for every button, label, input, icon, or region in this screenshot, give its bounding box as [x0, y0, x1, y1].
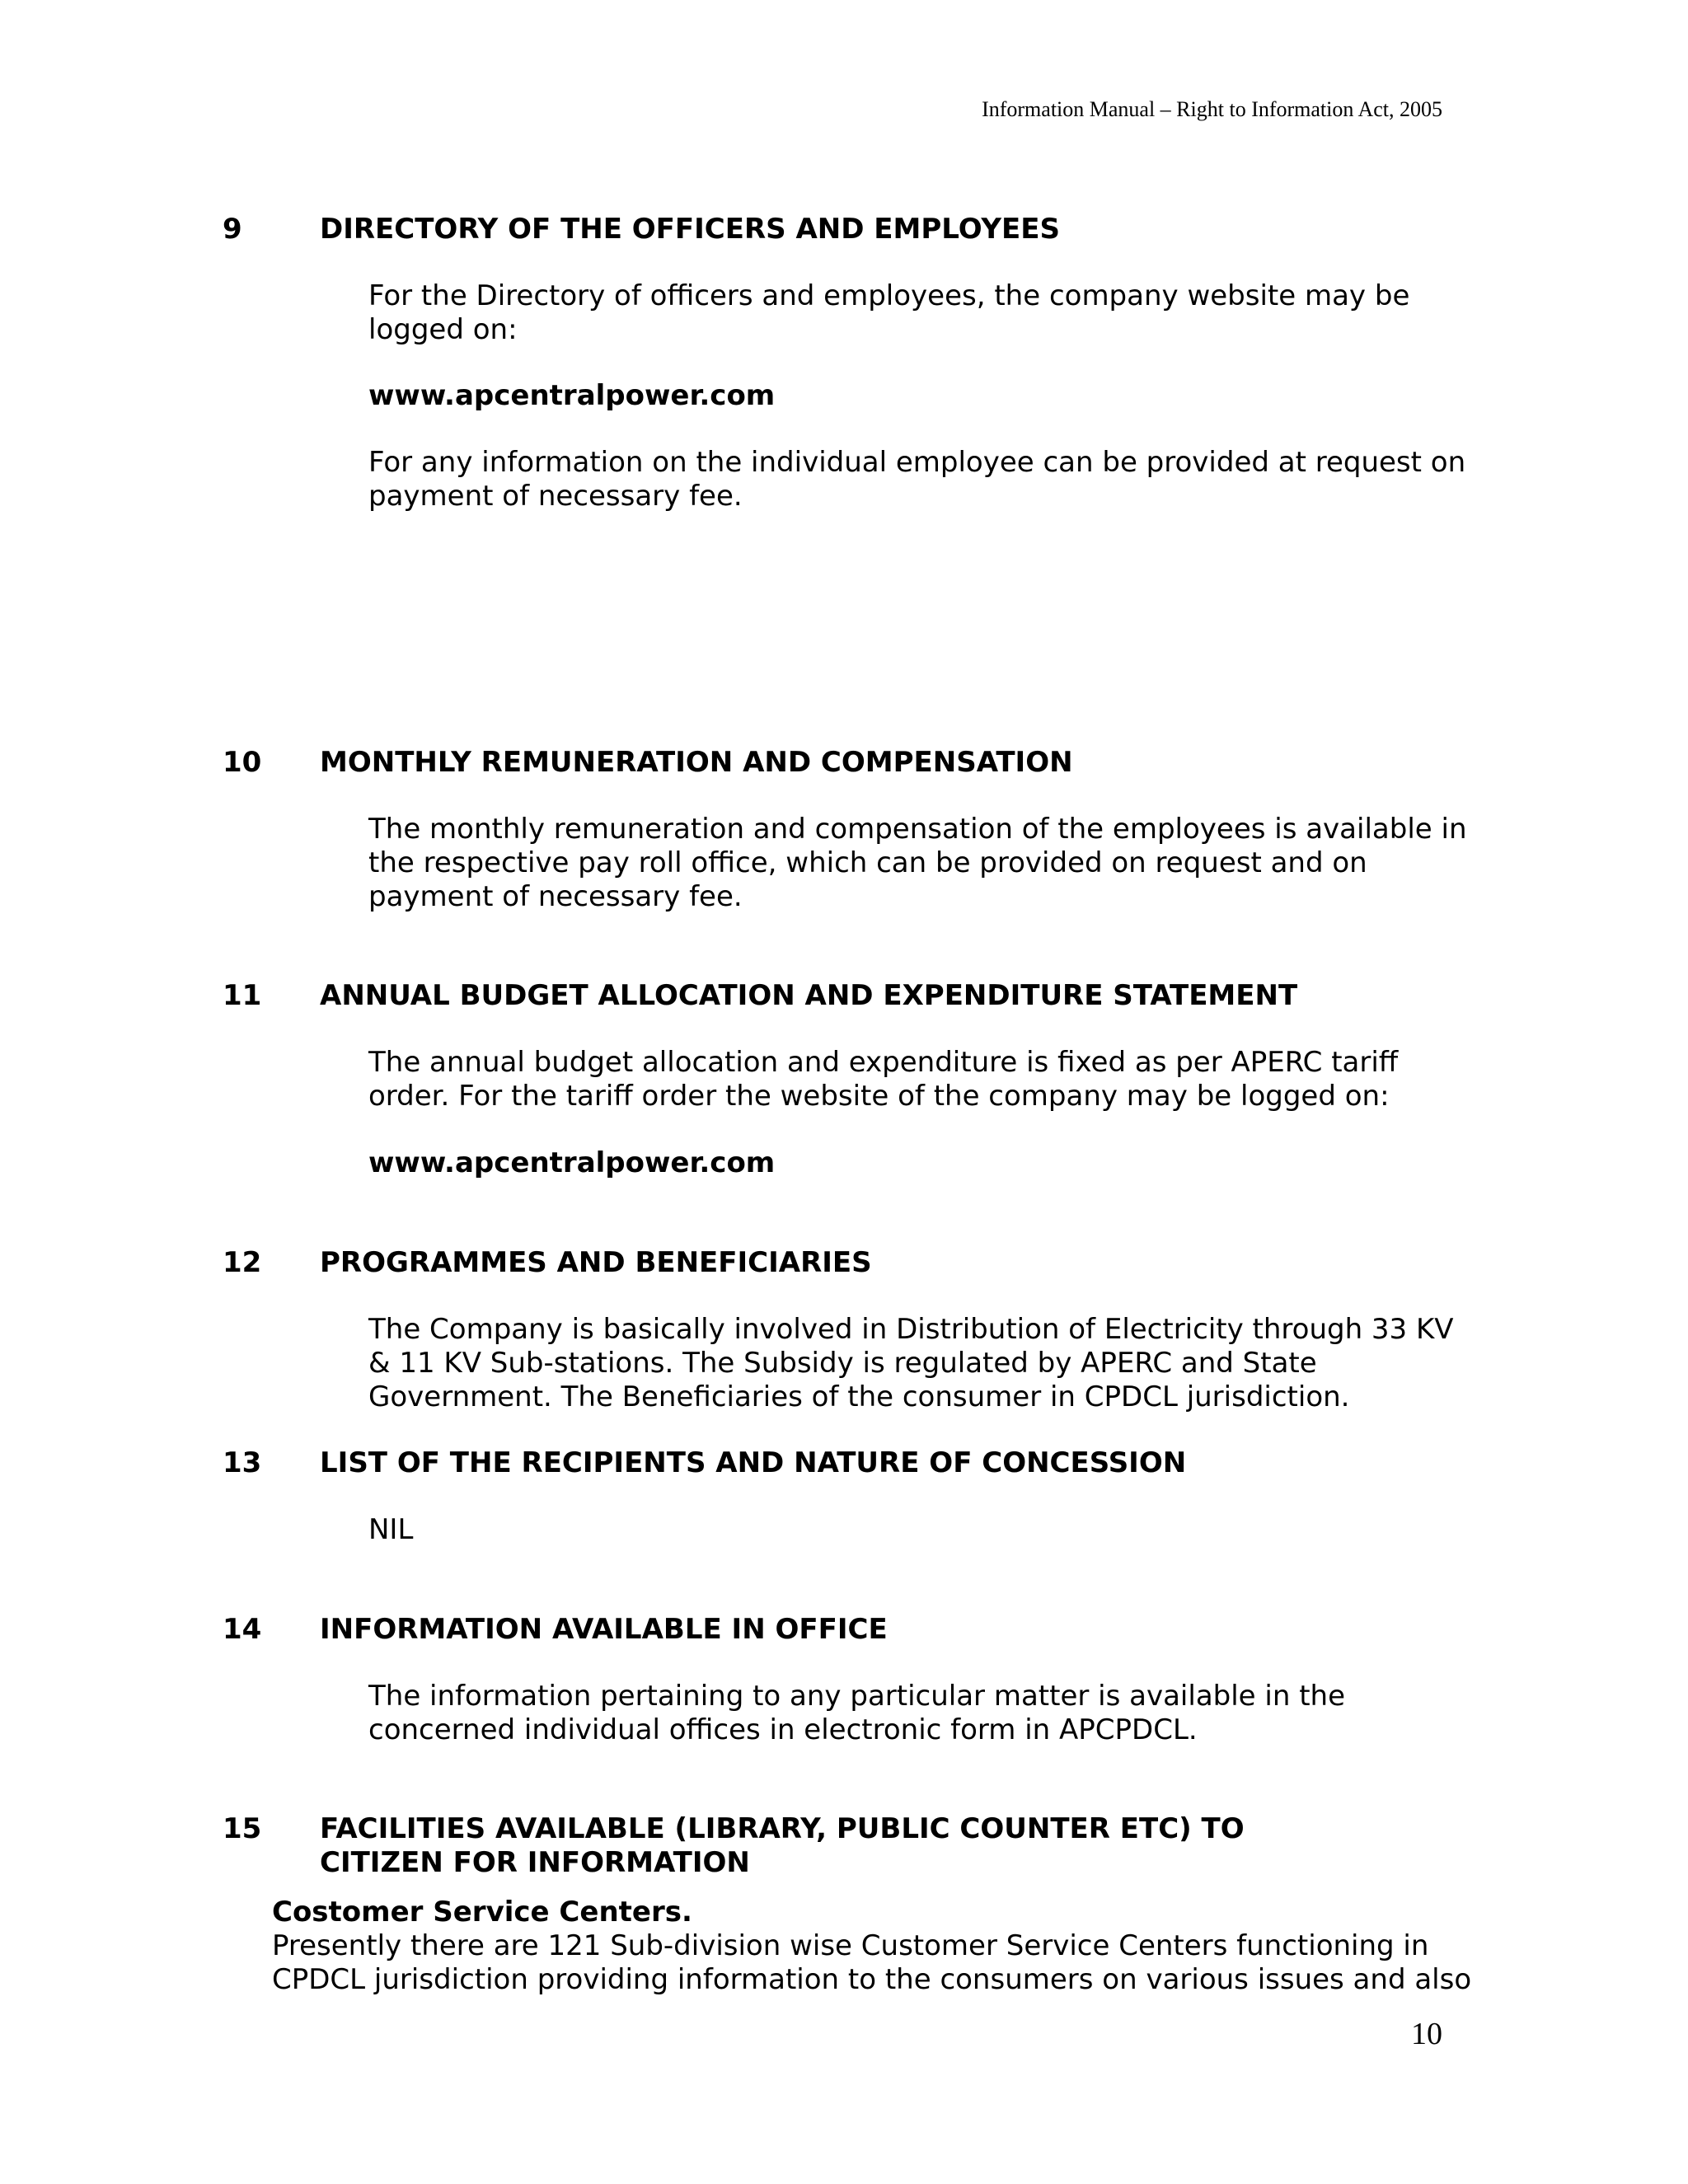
text-line: The annual budget allocation and expenditure is fixed as per APERC tariff: [368, 1046, 1399, 1079]
section-12-number: 12: [223, 1246, 262, 1279]
section-10-paragraph: [368, 813, 1465, 914]
text-line: & 11 KV Sub-stations. The Subsidy is regulated by APERC and State: [368, 1347, 1317, 1380]
section-15-number: 15: [223, 1812, 262, 1845]
text-line: The monthly remuneration and compensation of the employees is available in: [368, 813, 1467, 846]
section-10-title: MONTHLY REMUNERATION AND COMPENSATION: [320, 746, 1073, 779]
title-line: FACILITIES AVAILABLE (LIBRARY, PUBLIC COUNTER ETC) TO: [320, 1812, 1245, 1845]
section-15-paragraph: [272, 1929, 1475, 1997]
section-11-paragraph: [368, 1046, 1465, 1113]
section-13-title: LIST OF THE RECIPIENTS AND NATURE OF CONCESSION: [320, 1446, 1187, 1479]
section-9-paragraph-2: [368, 446, 1465, 513]
text-line: payment of necessary fee.: [368, 880, 743, 913]
section-9-website-link[interactable]: www.apcentralpower.com: [368, 379, 776, 412]
text-line: Government. The Beneficiaries of the consumer in CPDCL jurisdiction.: [368, 1380, 1350, 1413]
section-14-paragraph: [368, 1680, 1465, 1747]
text-line: concerned individual offices in electronic form in APCPDCL.: [368, 1713, 1198, 1746]
text-line: logged on:: [368, 313, 518, 346]
running-header: Information Manual – Right to Information Act, 2005: [982, 97, 1442, 121]
text-line: payment of necessary fee.: [368, 480, 743, 513]
section-9-number: 9: [223, 213, 242, 246]
section-10-number: 10: [223, 746, 262, 779]
section-9-title: DIRECTORY OF THE OFFICERS AND EMPLOYEES: [320, 213, 1060, 246]
section-11-title: ANNUAL BUDGET ALLOCATION AND EXPENDITURE STATEMENT: [320, 979, 1298, 1012]
text-line: The Company is basically involved in Distribution of Electricity through 33 KV: [368, 1313, 1454, 1346]
section-15-subheading: Costomer Service Centers.: [272, 1896, 692, 1929]
section-14-number: 14: [223, 1613, 262, 1646]
text-line: CPDCL jurisdiction providing information to the consumers on various issues and also: [272, 1963, 1472, 1996]
section-11-website-link[interactable]: www.apcentralpower.com: [368, 1146, 776, 1179]
section-13-number: 13: [223, 1446, 262, 1479]
section-13-paragraph: [368, 1513, 1465, 1547]
section-12-title: PROGRAMMES AND BENEFICIARIES: [320, 1246, 872, 1279]
section-15-title: [320, 1812, 1245, 1880]
text-line: For any information on the individual employee can be provided at request on: [368, 446, 1466, 479]
section-12-paragraph: [368, 1313, 1465, 1414]
title-line: CITIZEN FOR INFORMATION: [320, 1846, 750, 1879]
text-line: the respective pay roll office, which can be provided on request and on: [368, 846, 1367, 879]
page-number: 10: [1411, 2017, 1442, 2051]
text-line: order. For the tariff order the website of the company may be logged on:: [368, 1080, 1390, 1113]
text-line: NIL: [368, 1513, 414, 1546]
section-14-title: INFORMATION AVAILABLE IN OFFICE: [320, 1613, 888, 1646]
text-line: Presently there are 121 Sub-division wise Customer Service Centers functioning in: [272, 1929, 1429, 1962]
section-11-number: 11: [223, 979, 262, 1012]
text-line: For the Directory of officers and employees, the company website may be: [368, 279, 1410, 312]
section-9-paragraph-1: [368, 279, 1465, 347]
text-line: The information pertaining to any particular matter is available in the: [368, 1680, 1346, 1713]
